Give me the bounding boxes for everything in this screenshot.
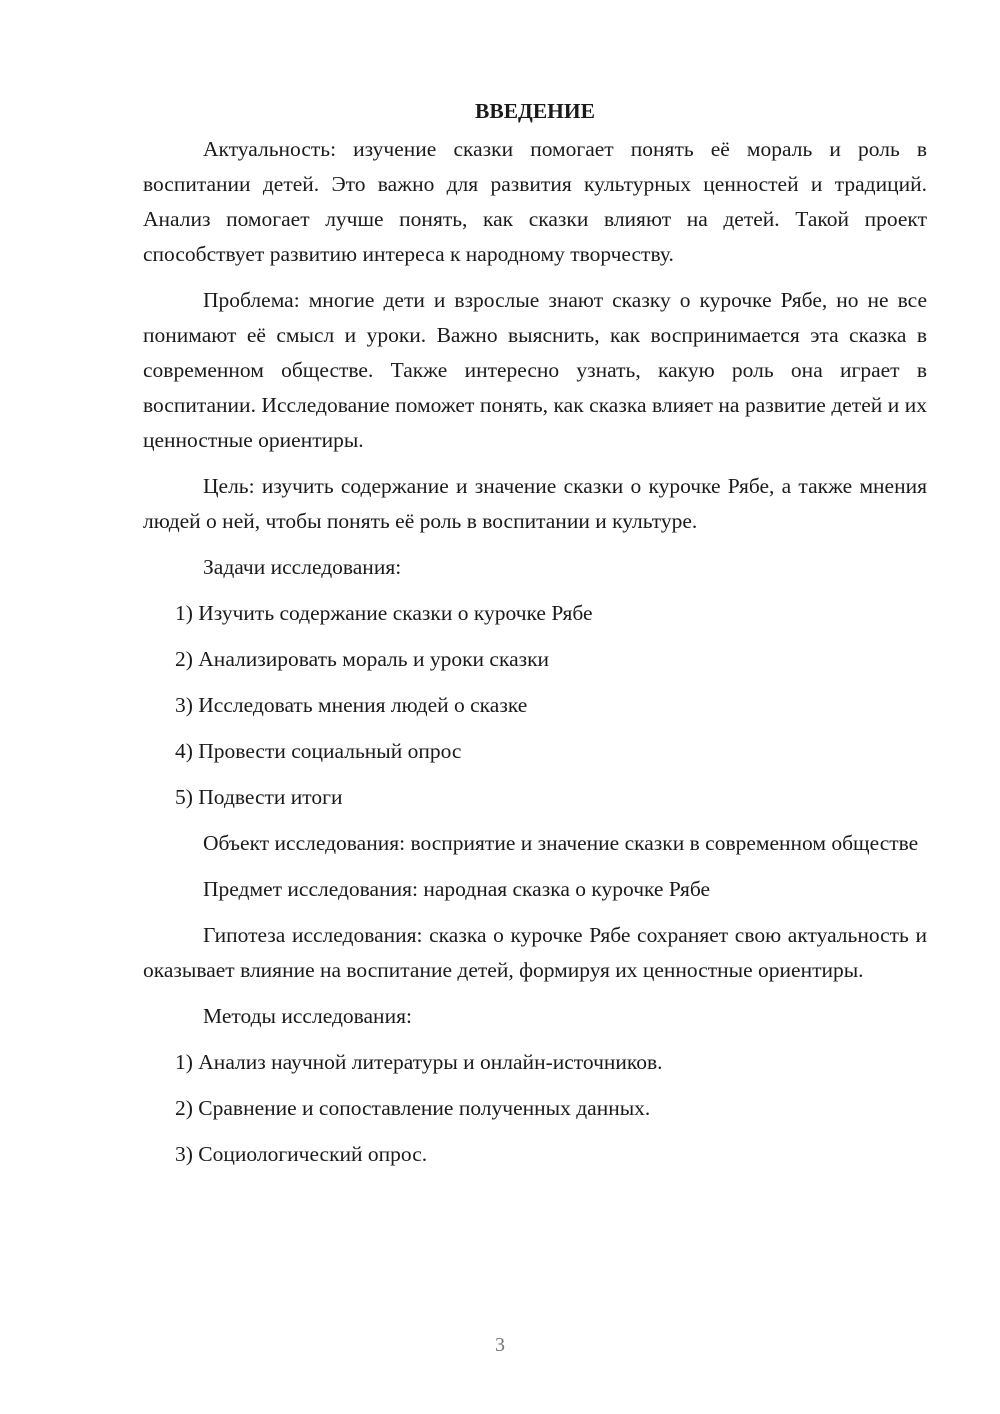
- subject-paragraph: Предмет исследования: народная сказка о курочке Рябе: [203, 877, 711, 901]
- page-number: 3: [495, 1334, 505, 1356]
- page-content: [143, 96, 927, 1183]
- object-paragraph: Объект исследования: восприятие и значение сказки в современном обществе: [203, 831, 919, 855]
- methods-list: [143, 1045, 927, 1172]
- methods-title: Методы исследования:: [203, 1004, 412, 1028]
- task-item: 4) Провести социальный опрос: [175, 739, 462, 763]
- method-item: 2) Сравнение и сопоставление полученных данных.: [175, 1096, 651, 1120]
- tasks-list: [143, 596, 927, 815]
- task-item: 3) Исследовать мнения людей о сказке: [175, 693, 528, 717]
- task-item: 1) Изучить содержание сказки о курочке Рябе: [175, 601, 593, 625]
- relevance-paragraph: Актуальность: изучение сказки помогает понять её мораль и роль в воспитании детей. Это важно для развития культурных ценностей и традиций. Анализ помогает лучше понять, как сказки влияют на детей. Такой проект способствует развитию интереса к народному творчеству.: [143, 137, 927, 266]
- hypothesis-paragraph: Гипотеза исследования: сказка о курочке Рябе сохраняет свою актуальность и оказывает влияние на воспитание детей, формируя их ценностные ориентиры.: [143, 923, 927, 982]
- task-item: 5) Подвести итоги: [175, 785, 343, 809]
- problem-paragraph: Проблема: многие дети и взрослые знают сказку о курочке Рябе, но не все понимают её смысл и уроки. Важно выяснить, как воспринимается эта сказка в современном обществе. Также интересно узнать, какую роль она играет в воспитании. Исследование поможет понять, как сказка влияет на развитие детей и их ценностные ориентиры.: [143, 288, 927, 452]
- section-heading: ВВЕДЕНИЕ: [475, 99, 595, 123]
- method-item: 1) Анализ научной литературы и онлайн-источников.: [175, 1050, 663, 1074]
- task-item: 2) Анализировать мораль и уроки сказки: [175, 647, 550, 671]
- goal-paragraph: Цель: изучить содержание и значение сказки о курочке Рябе, а также мнения людей о ней, чтобы понять её роль в воспитании и культуре.: [143, 474, 927, 533]
- method-item: 3) Социологический опрос.: [175, 1142, 428, 1166]
- tasks-title: Задачи исследования:: [203, 555, 402, 579]
